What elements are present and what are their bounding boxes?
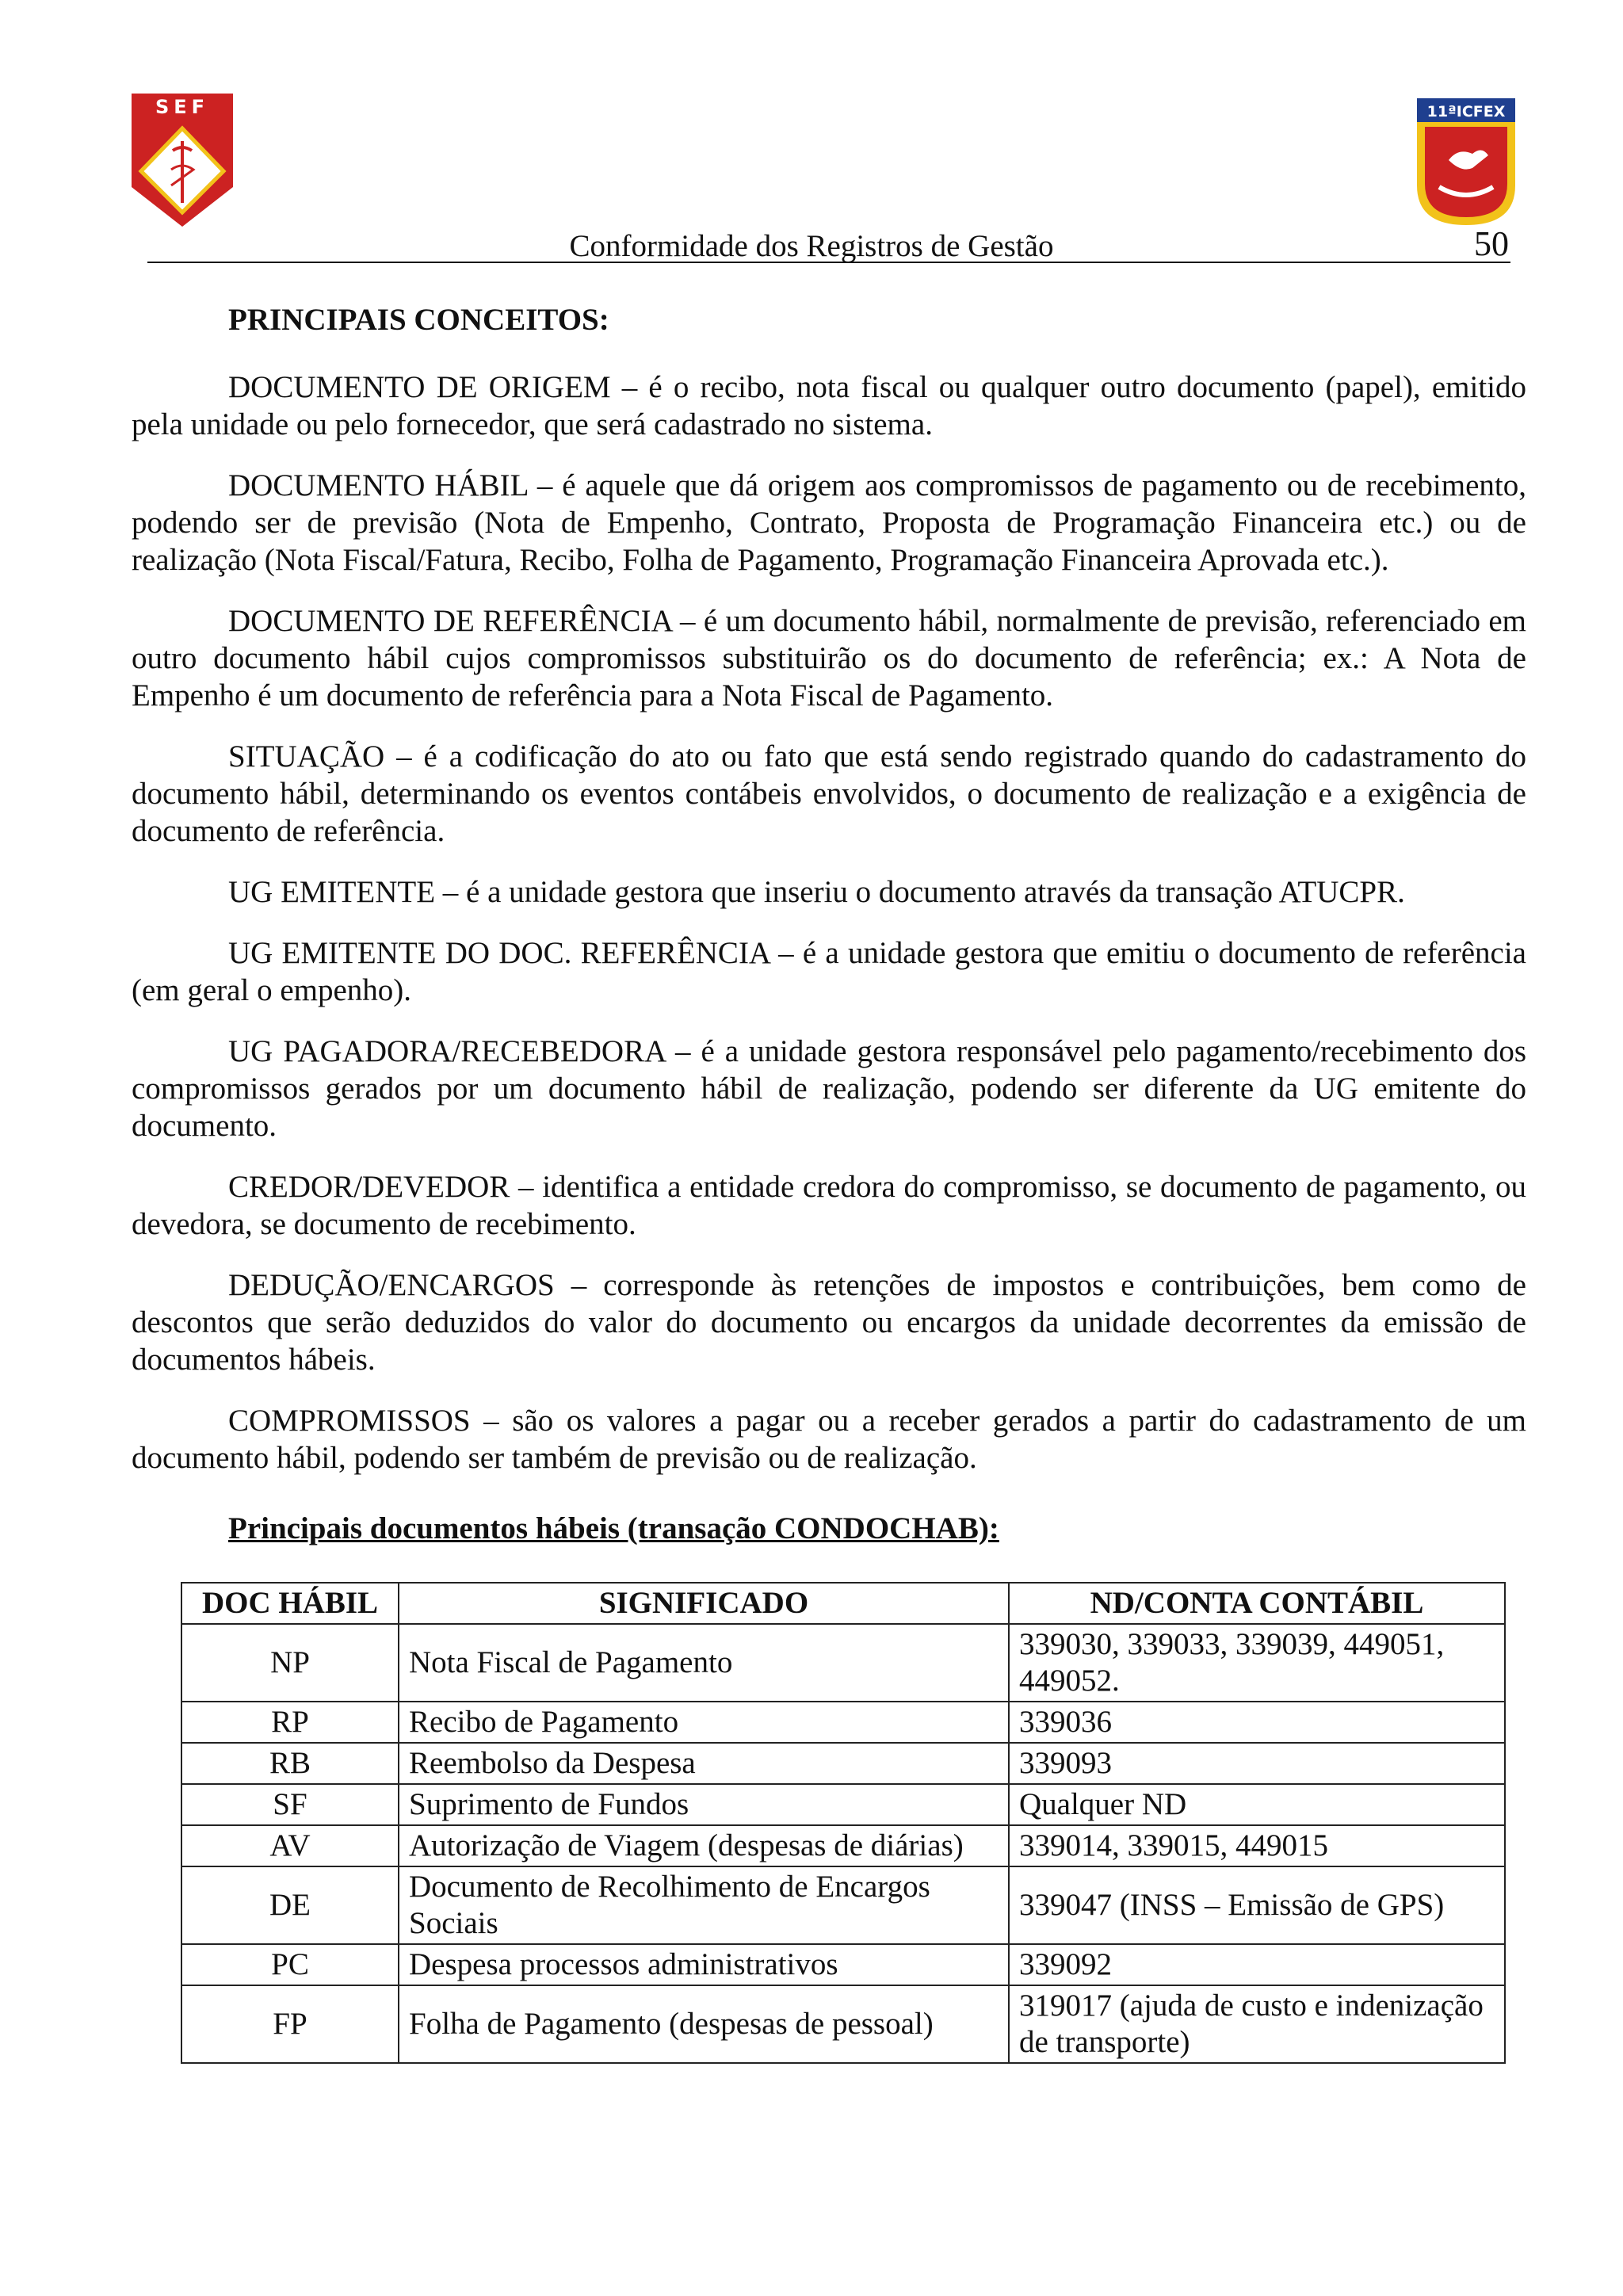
table-row (181, 1944, 1505, 1985)
main-content (132, 293, 1526, 2064)
meaning-cell: Autorização de Viagem (despesas de diárias) (399, 1825, 1009, 1866)
table-row (181, 1702, 1505, 1743)
icfex-logo-text: 11ªICFEX (1426, 103, 1506, 120)
account-cell: Qualquer ND (1009, 1784, 1505, 1825)
account-cell: 339036 (1009, 1702, 1505, 1743)
table-row (181, 1624, 1505, 1702)
doc-code-cell: DE (181, 1866, 399, 1944)
account-cell: 339030, 339033, 339039, 449051, 449052. (1009, 1624, 1505, 1702)
doc-code-cell: FP (181, 1985, 399, 2063)
sef-logo-text: SEF (155, 96, 210, 118)
sef-logo (132, 94, 233, 227)
paragraph-ug-emitente-doc-referencia: UG EMITENTE DO DOC. REFERÊNCIA – é a unidade gestora que emitiu o documento de referência (em geral o empenho). (132, 936, 1526, 1007)
account-cell: 339092 (1009, 1944, 1505, 1985)
account-cell: 319017 (ajuda de custo e indenização de transporte) (1009, 1985, 1505, 2063)
header-rule (147, 262, 1510, 263)
doc-code-cell: AV (181, 1825, 399, 1866)
column-header: SIGNIFICADO (399, 1583, 1009, 1624)
account-cell: 339014, 339015, 449015 (1009, 1825, 1505, 1866)
paragraph-deducao-encargos: DEDUÇÃO/ENCARGOS – corresponde às retenções de impostos e contribuições, bem como de descontos que serão deduzidos do valor do documento ou encargos da unidade decorrentes da emissão de documentos hábeis. (132, 1268, 1526, 1377)
doc-code-cell: SF (181, 1784, 399, 1825)
meaning-cell: Suprimento de Fundos (399, 1784, 1009, 1825)
paragraph-ug-emitente: UG EMITENTE – é a unidade gestora que inseriu o documento através da transação ATUCPR. (228, 875, 1405, 909)
doc-code-cell: RP (181, 1702, 399, 1743)
column-header: DOC HÁBIL (181, 1583, 399, 1624)
paragraph-credor-devedor: CREDOR/DEVEDOR – identifica a entidade credora do compromisso, se documento de pagamento, ou devedora, se documento de recebimento. (132, 1170, 1526, 1241)
meaning-cell: Documento de Recolhimento de Encargos Sociais (399, 1866, 1009, 1944)
table-row (181, 1866, 1505, 1944)
table-row (181, 1985, 1505, 2063)
meaning-cell: Reembolso da Despesa (399, 1743, 1009, 1784)
meaning-cell: Nota Fiscal de Pagamento (399, 1624, 1009, 1702)
column-header: ND/CONTA CONTÁBIL (1009, 1583, 1505, 1624)
doc-code-cell: RB (181, 1743, 399, 1784)
paragraph-documento-habil: DOCUMENTO HÁBIL – é aquele que dá origem aos compromissos de pagamento ou de recebimento, podendo ser de previsão (Nota de Empenho, Contrato, Proposta de Programação Financeira etc.) ou de realização (Nota Fiscal/Fatura, Recibo, Folha de Pagamento, Programação Financeira Aprovada etc.). (132, 468, 1526, 577)
doc-code-cell: PC (181, 1944, 399, 1985)
account-cell: 339093 (1009, 1743, 1505, 1784)
meaning-cell: Despesa processos administrativos (399, 1944, 1009, 1985)
table-title: Principais documentos hábeis (transação CONDOCHAB): (228, 1511, 999, 1545)
paragraph-documento-de-referencia: DOCUMENTO DE REFERÊNCIA – é um documento hábil, normalmente de previsão, referenciado em outro documento hábil cujos compromissos substituirão os do documento de referência; ex.: A Nota de Empenho é um documento de referência para a Nota Fiscal de Pagamento. (132, 604, 1526, 712)
page-number: 50 (1474, 224, 1509, 263)
table-row (181, 1825, 1505, 1866)
documents-table (181, 1582, 1506, 2064)
account-cell: 339047 (INSS – Emissão de GPS) (1009, 1866, 1505, 1944)
meaning-cell: Recibo de Pagamento (399, 1702, 1009, 1743)
running-header-title: Conformidade dos Registros de Gestão (569, 229, 1054, 263)
table-row (181, 1743, 1505, 1784)
meaning-cell: Folha de Pagamento (despesas de pessoal) (399, 1985, 1009, 2063)
paragraph-compromissos: COMPROMISSOS – são os valores a pagar ou a receber gerados a partir do cadastramento de um documento hábil, podendo ser também de previsão ou de realização. (132, 1404, 1526, 1475)
icfex-logo (1417, 98, 1515, 225)
doc-code-cell: NP (181, 1624, 399, 1702)
paragraph-ug-pagadora: UG PAGADORA/RECEBEDORA – é a unidade gestora responsável pelo pagamento/recebimento dos compromissos gerados por um documento hábil de realização, podendo ser diferente da UG emitente do documento. (132, 1034, 1526, 1143)
paragraph-documento-de-origem: DOCUMENTO DE ORIGEM – é o recibo, nota fiscal ou qualquer outro documento (papel), emitido pela unidade ou pelo fornecedor, que será cadastrado no sistema. (132, 370, 1526, 441)
table-header-row (181, 1583, 1505, 1624)
table-row (181, 1784, 1505, 1825)
section-title: PRINCIPAIS CONCEITOS: (228, 303, 609, 337)
paragraph-situacao: SITUAÇÃO – é a codificação do ato ou fato que está sendo registrado quando do cadastramento do documento hábil, determinando os eventos contábeis envolvidos, o documento de realização e a exigência de documento de referência. (132, 739, 1526, 848)
